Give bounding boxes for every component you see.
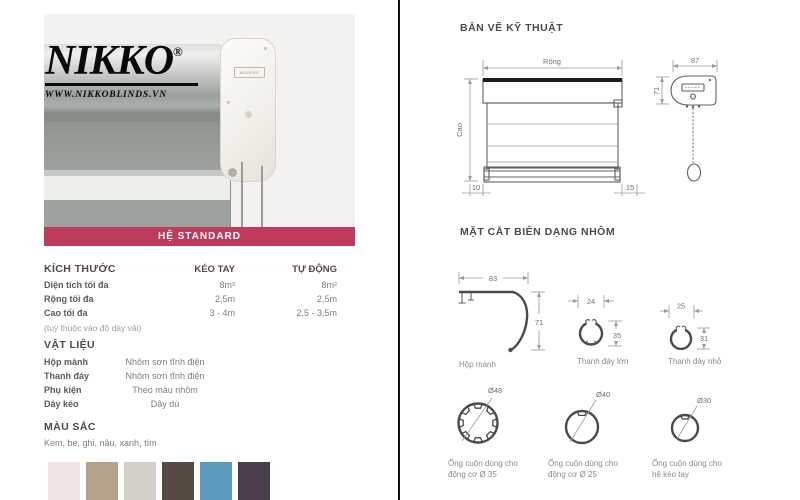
- registered-mark-icon: ®: [173, 44, 183, 59]
- row-label: Rộng tối đa: [44, 294, 94, 304]
- profile-thanh-day-nho: [660, 302, 722, 367]
- table-row: [44, 280, 337, 294]
- dimensions-section: [44, 260, 337, 333]
- tube2-diameter: Ø40: [596, 390, 611, 399]
- profile2-name: Thanh đáy lớn: [577, 357, 629, 366]
- fabric-stripe-white: [44, 176, 230, 200]
- profile2-height: 35: [612, 331, 622, 340]
- table-row: [44, 385, 244, 399]
- end-cap-brand-label: MODERO: [234, 67, 265, 78]
- swatch-be: [86, 462, 118, 500]
- profile-thanh-day-lon: [568, 295, 629, 366]
- row-label: Cao tối đa: [44, 308, 88, 318]
- swatch-xanh: [200, 462, 232, 500]
- profile1-name: Hộp mành: [459, 360, 496, 369]
- tube-o40: [548, 390, 618, 479]
- tube1-desc-line2: động cơ Ø 35: [448, 470, 497, 479]
- materials-section: [44, 339, 244, 413]
- table-row: [44, 371, 244, 385]
- profiles-title: MẶT CẮT BIÊN DẠNG NHÔM: [460, 226, 616, 238]
- headbox-underside: [44, 112, 231, 121]
- row-auto-value: 2,5m: [316, 294, 337, 304]
- tube-o30: [652, 396, 722, 479]
- table-row: [44, 308, 337, 322]
- profile1-height: 71: [534, 318, 544, 327]
- swatch-nau: [162, 462, 194, 500]
- brand-website: WWW.NIKKOBLINDS.VN: [45, 90, 167, 100]
- front-offset-right: 15: [625, 183, 635, 192]
- front-offset-left: 10: [471, 183, 481, 192]
- product-photo: [44, 14, 355, 227]
- brand-logo: [45, 40, 198, 100]
- material-label: Phụ kiện: [44, 385, 82, 395]
- cord-weight: [688, 164, 701, 181]
- tube3-diameter: Ø30: [697, 396, 712, 405]
- swatch-tim: [238, 462, 270, 500]
- pull-cord: [241, 162, 243, 227]
- table-row: [44, 399, 244, 413]
- table-row: [44, 357, 244, 371]
- dimensions-footnote: (tuỳ thuộc vào độ dày vải): [44, 323, 142, 333]
- row-manual-value: 3 - 4m: [209, 308, 235, 318]
- row-auto-value: 2,5 - 3,5m: [296, 308, 337, 318]
- system-banner: HỆ STANDARD: [44, 227, 355, 246]
- column-manual: KÉO TAY: [194, 264, 235, 275]
- dimensions-header-row: [44, 260, 337, 275]
- material-label: Hộp mành: [44, 357, 88, 367]
- cap-screw-icon: [227, 101, 230, 104]
- profile3-height: 31: [699, 334, 709, 343]
- column-auto: TỰ ĐỘNG: [292, 264, 337, 275]
- tube1-desc-line1: Ống cuộn dùng cho: [448, 459, 518, 468]
- tube2-desc-line2: động cơ Ø 25: [548, 470, 597, 479]
- fabric-panel: [44, 121, 231, 227]
- profile3-name: Thanh đáy nhỏ: [668, 357, 722, 366]
- row-manual-value: 8m²: [219, 280, 235, 290]
- row-manual-value: 2,5m: [214, 294, 235, 304]
- profile2-width: 24: [586, 297, 596, 306]
- color-swatches: [48, 462, 270, 500]
- side-width-value: 87: [690, 56, 700, 65]
- cap-hub-icon: [245, 111, 252, 118]
- cap-screw-icon: [264, 47, 267, 50]
- colors-section: [44, 421, 157, 448]
- fabric-stripe-gray: [44, 121, 230, 170]
- row-label: Diện tích tối đa: [44, 280, 109, 290]
- pull-cord: [261, 166, 263, 227]
- vertical-divider: [398, 0, 400, 500]
- dimensions-title: KÍCH THƯỚC: [44, 263, 116, 275]
- material-value: Theo màu nhôm: [132, 385, 198, 395]
- side-height-value: 71: [652, 86, 661, 96]
- profile-hop-manh: [459, 272, 546, 369]
- tube3-desc-line1: Ống cuộn dùng cho: [652, 459, 722, 468]
- tube1-diameter: Ø48: [488, 386, 503, 395]
- swatch-kem: [48, 462, 80, 500]
- color-names: Kem, be, ghi, nâu, xanh, tím: [44, 438, 157, 448]
- material-value: Nhôm sơn tĩnh điện: [125, 371, 205, 381]
- material-label: Dây kéo: [44, 399, 79, 409]
- material-value: Nhôm sơn tĩnh điện: [125, 357, 205, 367]
- profile1-width: 83: [488, 274, 498, 283]
- tube3-desc-line2: hệ kéo tay: [652, 470, 689, 479]
- profile3-width: 25: [676, 301, 686, 311]
- materials-title: VẬT LIỆU: [44, 339, 96, 351]
- logo-text: NIKKO®: [45, 38, 183, 84]
- technical-drawing-title: BẢN VẼ KỸ THUẬT: [460, 22, 564, 34]
- profiles-drawing: [440, 250, 775, 495]
- front-view-drawing: [455, 57, 645, 196]
- material-value: Dây dù: [150, 399, 180, 409]
- front-width-label: Rộng: [543, 57, 561, 66]
- tube-o48: [448, 386, 518, 479]
- swatch-ghi: [124, 462, 156, 500]
- row-auto-value: 8m²: [321, 280, 337, 290]
- colors-title: MÀU SẮC: [44, 421, 96, 433]
- side-view-drawing: [652, 56, 717, 181]
- front-height-label: Cao: [455, 123, 464, 137]
- end-cap: [220, 38, 276, 182]
- tube2-desc-line1: Ống cuộn dùng cho: [548, 459, 618, 468]
- fabric-stripe-gray2: [44, 200, 230, 227]
- material-label: Thanh đáy: [44, 371, 90, 381]
- technical-drawing: [440, 50, 760, 202]
- table-row: [44, 294, 337, 308]
- cord-wheel: [228, 168, 237, 177]
